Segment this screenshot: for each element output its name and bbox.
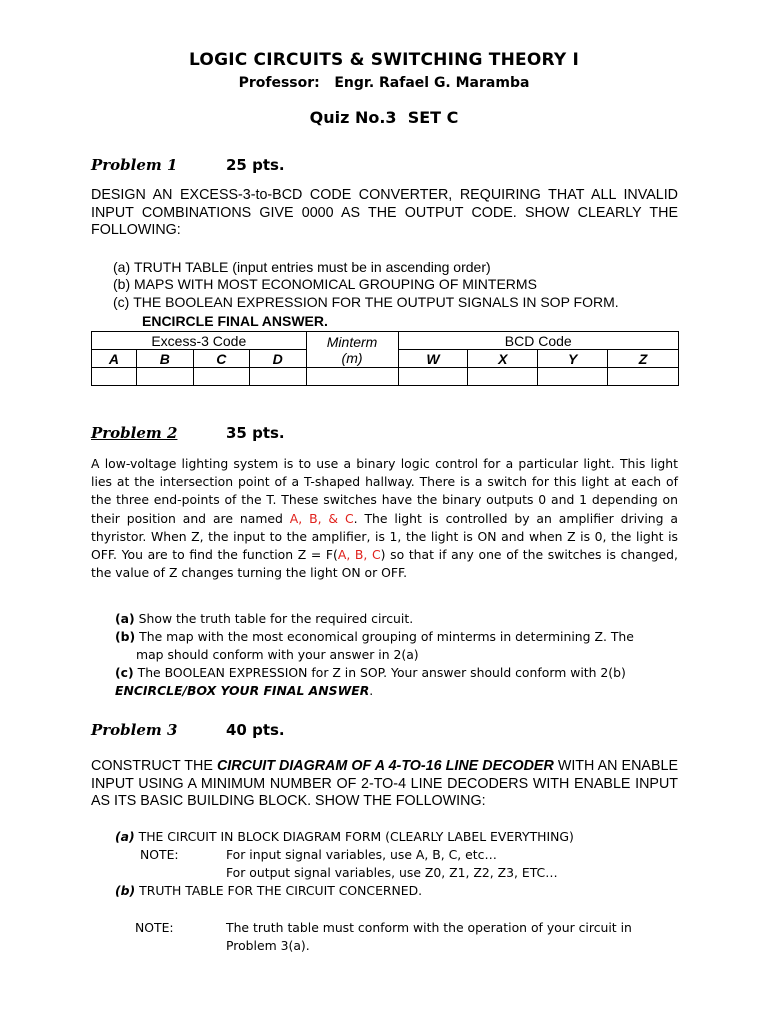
problem3-paragraph <box>91 758 678 811</box>
col-header-d: D <box>249 350 306 368</box>
problem3-note2-line1: The truth table must conform with the operation of your circuit in <box>226 920 632 935</box>
document-title: LOGIC CIRCUITS & SWITCHING THEORY I <box>189 50 579 70</box>
quiz-number: Quiz No.3 SET C <box>309 108 459 127</box>
col-header-c: C <box>193 350 249 368</box>
col-header-a: A <box>92 350 137 368</box>
problem1-item-b <box>113 276 537 292</box>
problem1-points: 25 pts. <box>226 156 285 174</box>
function-variables: A, B, C <box>337 547 381 563</box>
switch-variables: A, B, & C <box>289 510 354 526</box>
col-header-z: Z <box>608 350 679 368</box>
problem3-item-b <box>115 883 422 898</box>
problem2-final-note <box>115 683 373 698</box>
table-cell <box>398 368 468 386</box>
problem3-note2-line2: Problem 3(a). <box>226 938 310 953</box>
item-text: MAPS WITH MOST ECONOMICAL GROUPING OF MINTERMS <box>134 276 537 292</box>
problem3-heading: Problem 3 <box>91 721 178 739</box>
problem2-item-a <box>115 611 413 626</box>
problem2-item-b-cont: map should conform with your answer in 2(a) <box>136 647 419 662</box>
problem3-note2-label: NOTE: <box>135 920 174 935</box>
table-cell <box>608 368 679 386</box>
professor-line <box>0 75 768 91</box>
col-header-b: B <box>136 350 193 368</box>
problem2-points: 35 pts. <box>226 424 285 442</box>
item-text: The BOOLEAN EXPRESSION for Z in SOP. Your answer should conform with 2(b) <box>137 665 626 680</box>
problem3-points: 40 pts. <box>226 721 285 739</box>
professor-name: Engr. Rafael G. Maramba <box>334 75 530 91</box>
final-period: . <box>369 683 374 698</box>
table-cell <box>249 368 306 386</box>
problem2-heading: Problem 2 <box>91 424 178 442</box>
item-marker: (a) <box>115 611 135 626</box>
truth-table-template <box>91 331 679 386</box>
minterm-header <box>306 332 398 368</box>
problem2-text-2: . The light is controlled by an amplifier driving a thyristor. When Z, the input to the amplifier, is 1, the light is ON and when Z is 0, the light is OFF. You are to find the function Z = F( <box>91 510 678 563</box>
minterm-symbol: (m) <box>341 349 363 366</box>
problem1-heading: Problem 1 <box>91 156 178 174</box>
item-marker: (b) <box>113 276 131 292</box>
problem3-note-inputs: For input signal variables, use A, B, C, etc… <box>226 847 497 862</box>
minterm-label: Minterm <box>326 333 378 350</box>
table-cell <box>306 368 398 386</box>
table-cell <box>193 368 249 386</box>
table-cell <box>538 368 608 386</box>
item-text: TRUTH TABLE (input entries must be in ascending order) <box>134 259 491 275</box>
col-header-y: Y <box>538 350 608 368</box>
professor-label: Professor: <box>238 75 320 91</box>
table-row <box>92 368 679 386</box>
table-cell <box>136 368 193 386</box>
problem2-item-b <box>115 629 634 644</box>
item-text: THE BOOLEAN EXPRESSION FOR THE OUTPUT SIGNALS IN SOP FORM. <box>133 294 619 310</box>
table-cell <box>92 368 137 386</box>
problem1-encircle-note: ENCIRCLE FINAL ANSWER. <box>142 313 328 329</box>
table-cell <box>468 368 538 386</box>
problem3-text-pre: CONSTRUCT THE <box>91 758 217 774</box>
final-answer-instruction: ENCIRCLE/BOX YOUR FINAL ANSWER <box>115 683 370 698</box>
item-text: The map with the most economical grouping of minterms in determining Z. The <box>139 629 634 644</box>
item-text: Show the truth table for the required circuit. <box>138 611 414 626</box>
problem1-item-a <box>113 259 491 275</box>
excess3-group-header: Excess-3 Code <box>92 332 307 350</box>
problem1-item-c <box>113 294 619 310</box>
problem3-item-a <box>115 829 574 844</box>
item-marker: (a) <box>115 829 135 844</box>
item-marker: (c) <box>113 294 130 310</box>
item-text: TRUTH TABLE FOR THE CIRCUIT CONCERNED. <box>139 883 423 898</box>
problem1-intro: DESIGN AN EXCESS-3-to-BCD CODE CONVERTER, REQUIRING THAT ALL INVALID INPUT COMBINATIONS GIVE 0000 AS THE OUTPUT CODE. SHOW CLEARLY THE FOLLOWING: <box>91 187 678 238</box>
problem2-paragraph <box>91 455 678 582</box>
problem3-note-outputs: For output signal variables, use Z0, Z1, Z2, Z3, ETC… <box>226 865 558 880</box>
problem3-note-label: NOTE: <box>140 847 179 862</box>
problem3-text-post: WITH AN ENABLE INPUT USING A MINIMUM NUMBER OF 2-TO-4 LINE DECODERS WITH ENABLE INPUT AS ITS BASIC BUILDING BLOCK. SHOW THE FOLLOWING: <box>91 758 678 809</box>
col-header-w: W <box>398 350 468 368</box>
problem2-text-3: ) so that if any one of the switches is changed, the value of Z changes turning the light ON or OFF. <box>91 547 678 581</box>
item-marker: (b) <box>115 883 136 898</box>
item-marker: (a) <box>113 259 131 275</box>
bcd-group-header: BCD Code <box>398 332 679 350</box>
item-marker: (c) <box>115 665 134 680</box>
item-text: THE CIRCUIT IN BLOCK DIAGRAM FORM (CLEARLY LABEL EVERYTHING) <box>138 829 574 844</box>
col-header-x: X <box>468 350 538 368</box>
item-marker: (b) <box>115 629 136 644</box>
problem2-text-1: A low-voltage lighting system is to use a binary logic control for a particular light. This light lies at the intersection point of a T-shaped hallway. There is a switch for this light at each of the three end-points of the T. These switches have the binary outputs 0 and 1 depending on their position and are named <box>91 456 678 526</box>
problem3-emphasis: CIRCUIT DIAGRAM OF A 4-TO-16 LINE DECODER <box>216 758 554 774</box>
problem2-item-c <box>115 665 626 680</box>
